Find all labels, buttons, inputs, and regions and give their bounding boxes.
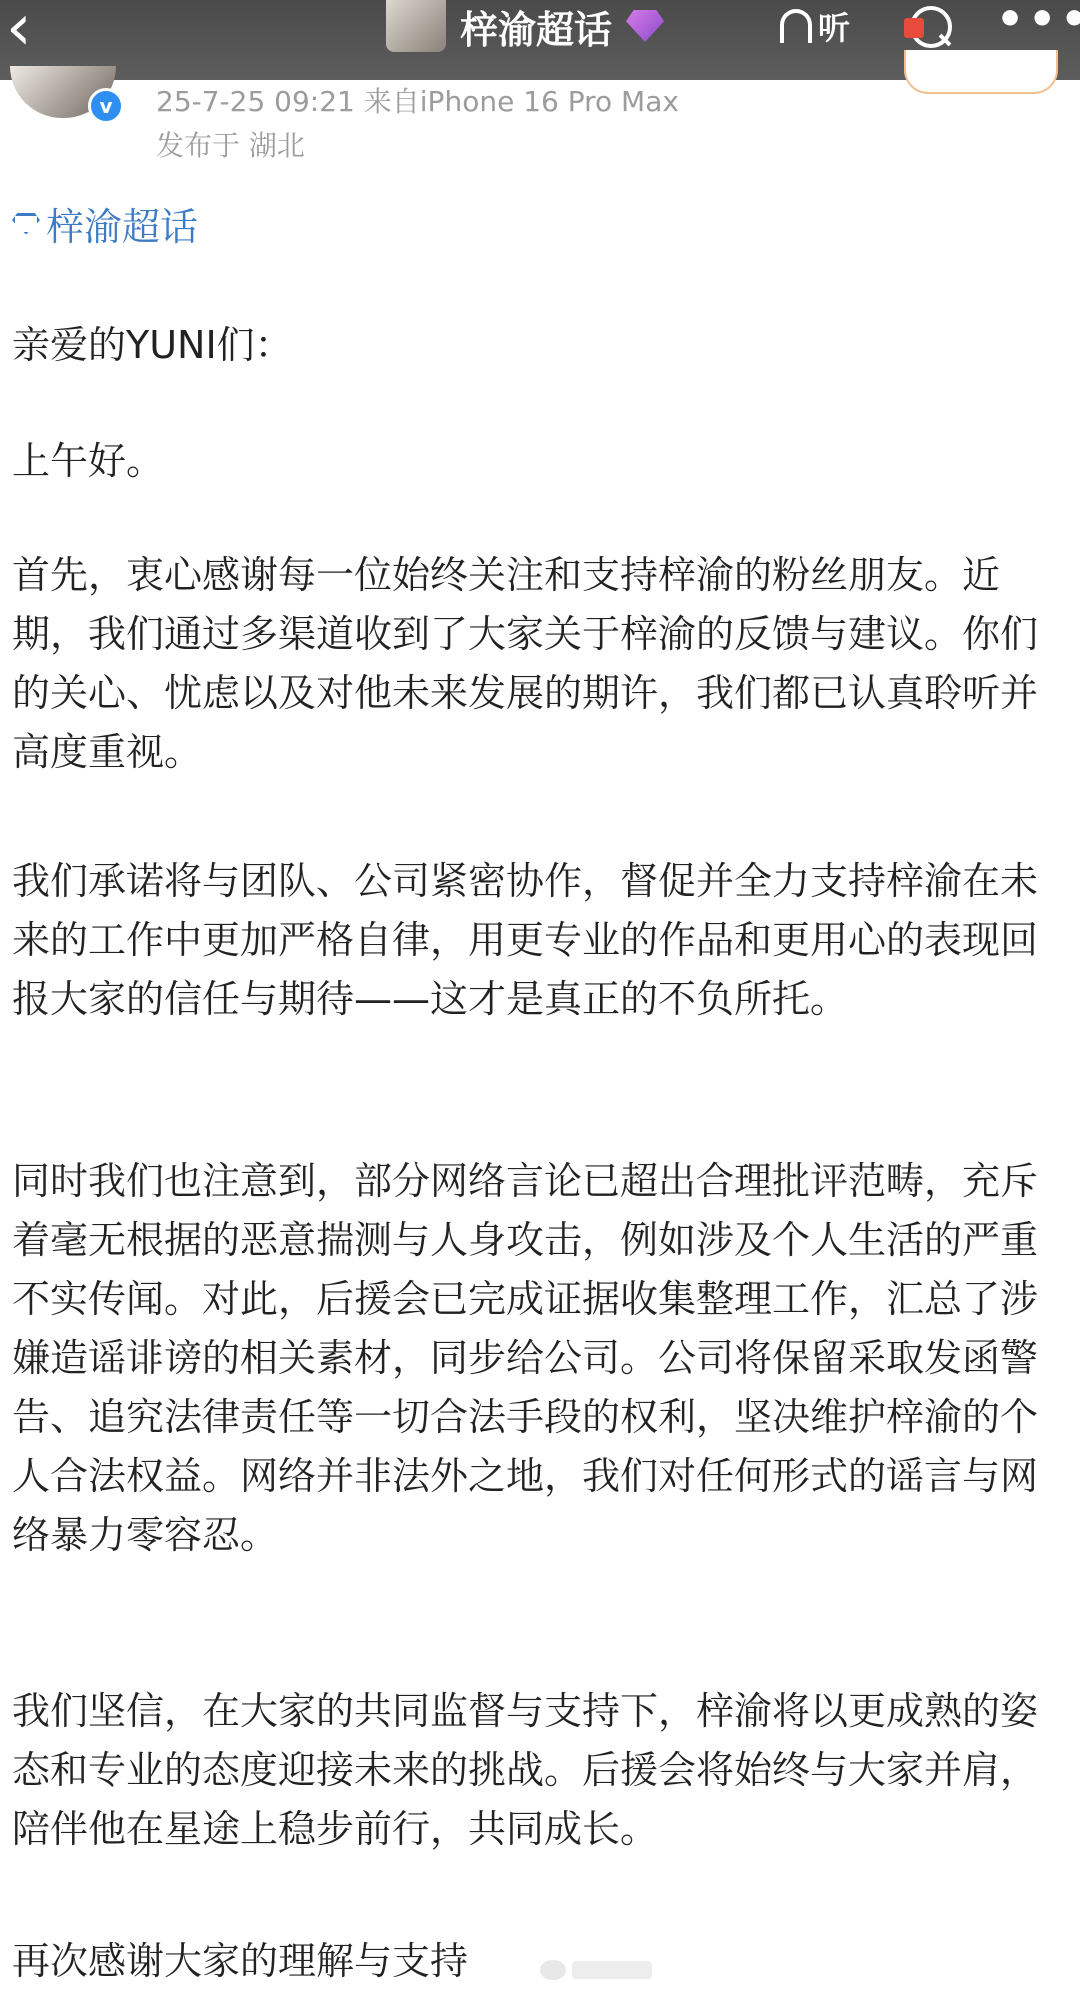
topic-label: 梓渝超话 — [46, 205, 199, 249]
post-timestamp: 25-7-25 09:21 — [156, 85, 355, 118]
post-paragraph: 我们承诺将与团队、公司紧密协作，督促并全力支持梓渝在未来的工作中更加严格自律，用更专业的作品和更用心的表现回报大家的信任与期待——这才是真正的不负所托。 — [12, 859, 1039, 1021]
post-paragraph: 再次感谢大家的理解与支持 — [12, 1939, 469, 1983]
post-paragraph: 我们坚信，在大家的共同监督与支持下，梓渝将以更成熟的姿态和专业的态度迎接未来的挑战。后援会将始终与大家并肩，陪伴他在星途上稳步前行，共同成长。 — [12, 1689, 1039, 1851]
post-paragraph: 同时我们也注意到，部分网络言论已超出合理批评范畴，充斥着毫无根据的恶意揣测与人身攻击，例如涉及个人生活的严重不实传闻。对此，后援会已完成证据收集整理工作，汇总了涉嫌造谣诽谤的相关素材，同步给公司。公司将保留采取发函警告、追究法律责任等一切合法手段的权利，坚决维护梓渝的个人合法权益。网络并非法外之地，我们对任何形式的谣言与网络暴力零容忍。 — [12, 1159, 1039, 1557]
post-paragraph: 亲爱的YUNI们： — [12, 323, 293, 367]
diamond-icon — [12, 213, 40, 235]
listen-button[interactable] — [780, 0, 850, 52]
supertopic-avatar — [386, 0, 446, 52]
gift-search-button[interactable] — [898, 4, 958, 52]
post-paragraph: 上午好。 — [12, 439, 165, 483]
chevron-left-icon: ‹ — [6, 0, 32, 65]
diamond-badge-icon — [626, 10, 664, 42]
post-meta — [156, 80, 679, 120]
page-title: 梓渝超话 — [460, 7, 613, 52]
post-source: 来自iPhone 16 Pro Max — [363, 85, 679, 118]
title-group[interactable] — [386, 0, 664, 52]
topic-link[interactable] — [12, 196, 198, 251]
headphones-icon — [780, 9, 812, 43]
post-paragraph: 首先，衷心感谢每一位始终关注和支持梓渝的粉丝朋友。近期，我们通过多渠道收到了大家关于梓渝的反馈与建议。你们的关心、忧虑以及对他未来发展的期许，我们都已认真聆听并高度重视。 — [12, 553, 1039, 774]
verified-badge-icon: v — [88, 88, 124, 124]
watermark-text-block — [572, 1961, 652, 1979]
more-dots-icon: ••• — [996, 0, 1092, 45]
listen-label: 听 — [818, 9, 851, 47]
red-gift-icon — [904, 18, 924, 38]
watermark — [540, 1958, 680, 1982]
watermark-logo-icon — [540, 1960, 566, 1980]
more-button[interactable] — [996, 0, 1092, 45]
follow-button[interactable] — [904, 50, 1058, 94]
post-location: 发布于 湖北 — [156, 129, 305, 162]
back-button[interactable] — [6, 0, 46, 65]
